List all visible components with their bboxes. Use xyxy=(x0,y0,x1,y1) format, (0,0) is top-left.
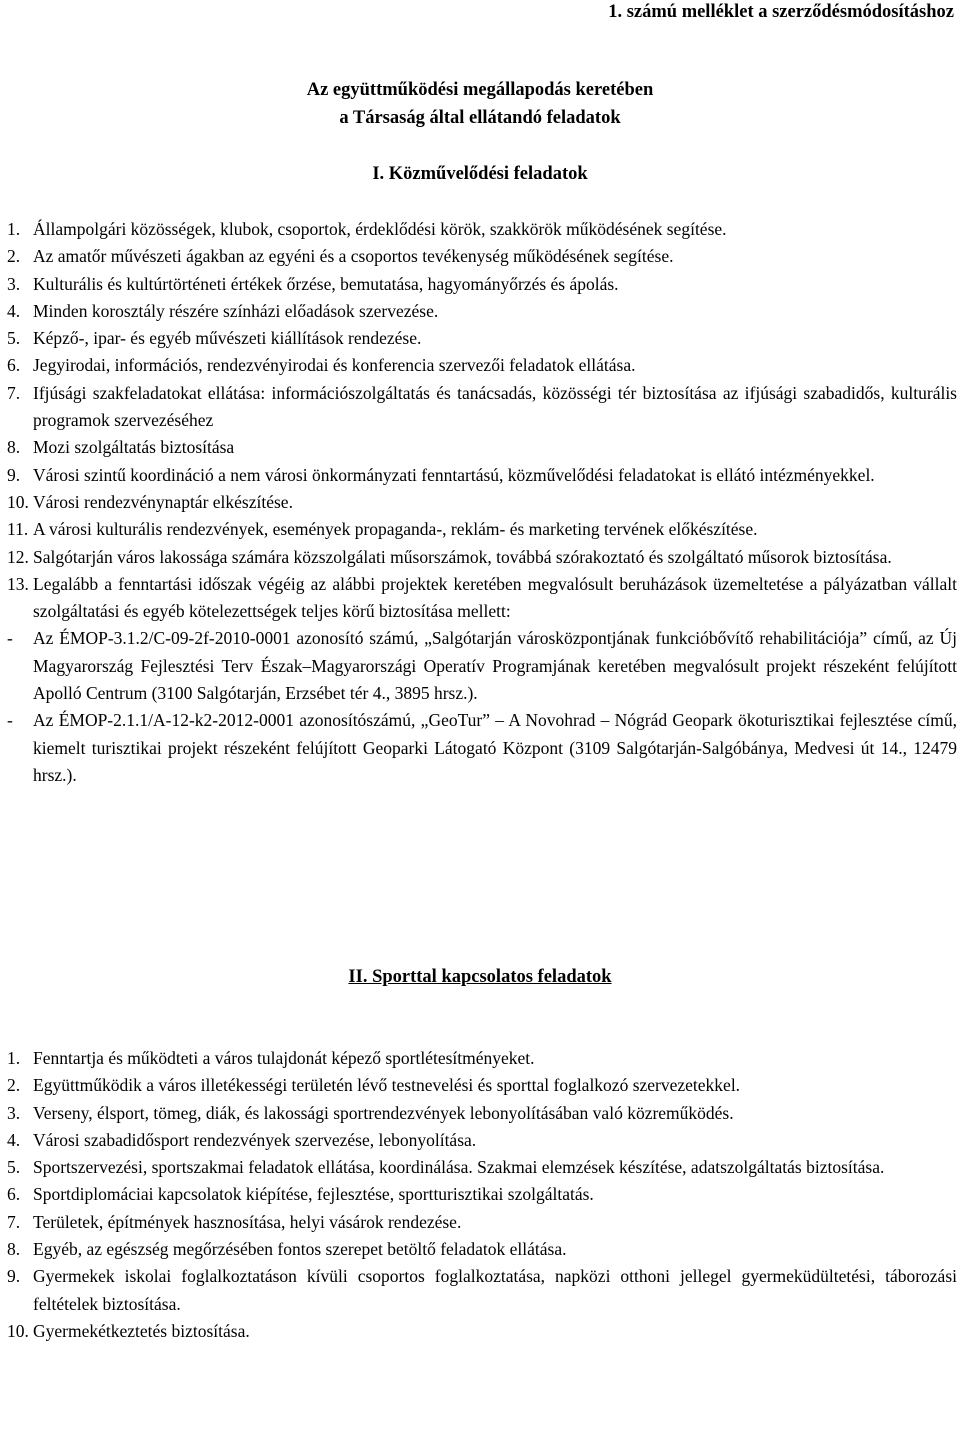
project-subitem: - Az ÉMOP-3.1.2/C-09-2f-2010-0001 azonosító számú, „Salgótarján városközpontjának funkcióbővítő rehabilitációja” című, az Új Magyarország Fejlesztési Terv Észak–Magyarországi Operatív Programjának keretében megvalósult projekt részeként felújított Apolló Centrum (3100 Salgótarján, Erzsébet tér 4., 3895 hrsz.). xyxy=(7,628,957,704)
section-1-heading: I. Közművelődési feladatok xyxy=(372,164,588,184)
list-item: 9. Gyermekek iskolai foglalkoztatáson kívüli csoportos foglalkoztatása, napközi otthoni jellegel gyermeküdültetési, táborozási feltételek biztosítása. xyxy=(7,1266,957,1314)
list-item: 3. Kulturális és kultúrtörténeti értékek őrzése, bemutatása, hagyományőrzés és ápolás. xyxy=(7,273,619,294)
project-subitem: - Az ÉMOP-2.1.1/A-12-k2-2012-0001 azonosítószámú, „GeoTur” – A Novohrad – Nógrád Geopark ökoturisztikai fejlesztése című, kiemelt turisztikai projekt részeként felújított Geoparki Látogató Központ (3109 Salgótarján-Salgóbánya, Medvesi út 14., 12479 hrsz.). xyxy=(7,710,957,785)
list-item: 7. Területek, építmények hasznosítása, helyi vásárok rendezése. xyxy=(7,1211,462,1232)
list-item: 10. Gyermekétkeztetés biztosítása. xyxy=(7,1320,250,1341)
title-line-1: Az együttműködési megállapodás keretében xyxy=(306,80,654,100)
list-item: 13. Legalább a fenntartási időszak végéig az alábbi projektek keretében megvalósult beruházások üzemeltetése a pályázatban vállalt szolgáltatási és egyéb kötelezettségek teljes körű biztosítása mellett: xyxy=(7,573,957,622)
list-item: 5. Sportszervezési, sportszakmai feladatok ellátása, koordinálása. Szakmai elemzések készítése, adatszolgáltatás biztosítása. xyxy=(7,1157,885,1178)
list-item: 7. Ifjúsági szakfeladatokat ellátása: információszolgáltatás és tanácsadás, közösségi tér biztosítása az ifjúsági szabadidős, kulturális programok szervezéséhez xyxy=(7,382,957,431)
section-2-heading: II. Sporttal kapcsolatos feladatok xyxy=(348,967,612,987)
list-item: 5. Képző-, ipar- és egyéb művészeti kiállítások rendezése. xyxy=(7,328,422,349)
list-item: 6. Jegyirodai, információs, rendezvényirodai és konferencia szervezői feladatok ellátása. xyxy=(7,355,636,376)
list-item: 12. Salgótarján város lakossága számára közszolgálati műsorszámok, továbbá szórakoztató és szolgáltató műsorok biztosítása. xyxy=(7,546,892,567)
list-item: 9. Városi szintű koordináció a nem városi önkormányzati fenntartású, közművelődési feladatokat is ellátó intézményekkel. xyxy=(7,464,875,485)
list-item: 10. Városi rendezvénynaptár elkészítése. xyxy=(7,491,293,512)
list-item: 2. Együttműködik a város illetékességi területén lévő testnevelési és sporttal foglalkozó szervezetekkel. xyxy=(7,1075,741,1096)
title-line-2: a Társaság által ellátandó feladatok xyxy=(339,108,621,128)
list-item: 1. Fenntartja és működteti a város tulajdonát képező sportlétesítményeket. xyxy=(7,1048,535,1068)
list-item: 6. Sportdiplomáciai kapcsolatok kiépítése, fejlesztése, sportturisztikai szolgáltatás. xyxy=(7,1184,594,1205)
annex-label: 1. számú melléklet a szerződésmódosításhoz xyxy=(608,2,954,22)
list-item: 4. Minden korosztály részére színházi előadások szervezése. xyxy=(7,300,439,321)
document-title xyxy=(0,76,960,132)
list-item: 1. Állampolgári közösségek, klubok, csoportok, érdeklődési körök, szakkörök működésének segítése. xyxy=(7,219,727,239)
list-item: 2. Az amatőr művészeti ágakban az egyéni és a csoportos tevékenység működésének segítése. xyxy=(7,246,674,267)
list-item: 11. A városi kulturális rendezvények, események propaganda-, reklám- és marketing tervének előkészítése. xyxy=(7,519,758,540)
section-2-list xyxy=(7,1045,957,1345)
list-item: 3. Verseny, élsport, tömeg, diák, és lakossági sportrendezvények lebonyolításában való közreműködés. xyxy=(7,1102,734,1123)
list-item: 4. Városi szabadidősport rendezvények szervezése, lebonyolítása. xyxy=(7,1129,477,1150)
list-item: 8. Egyéb, az egészség megőrzésében fontos szerepet betöltő feladatok ellátása. xyxy=(7,1239,567,1260)
section-1-list xyxy=(7,216,957,789)
list-item: 8. Mozi szolgáltatás biztosítása xyxy=(7,437,235,458)
